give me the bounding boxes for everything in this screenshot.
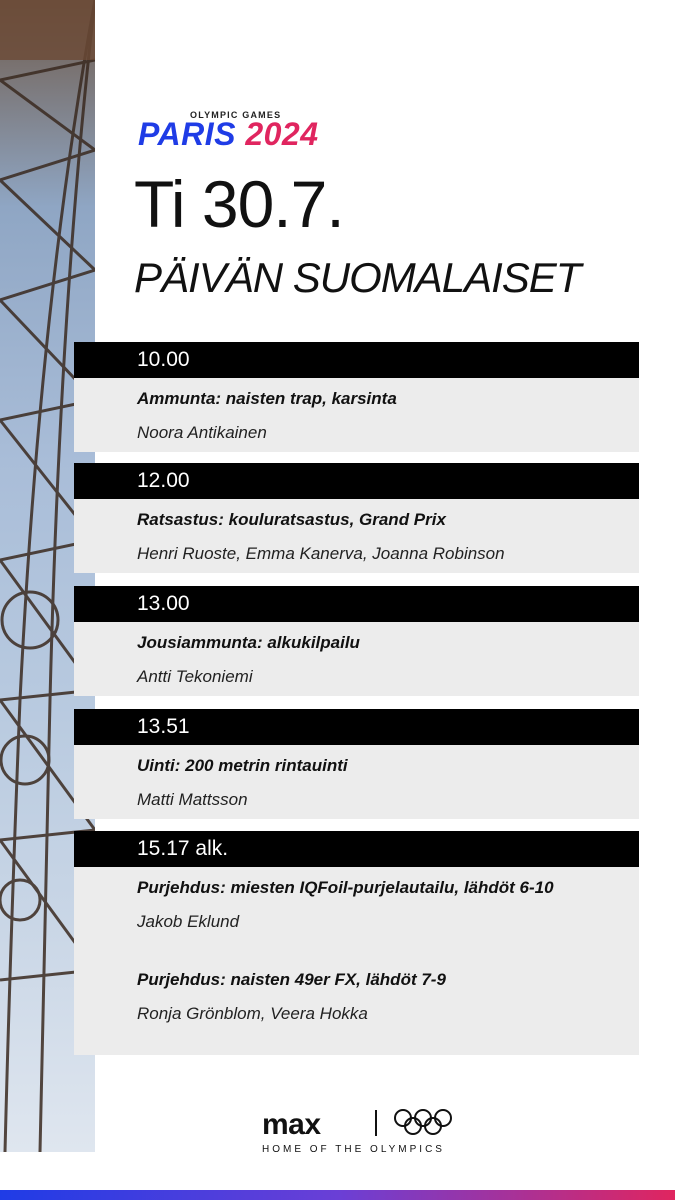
schedule-body [74,378,639,452]
schedule-body [74,499,639,573]
event-title: Uinti: 200 metrin rintauinti [137,756,348,775]
event-title: Purjehdus: miesten IQFoil-purjelautailu, lähdöt 6-10 [137,878,554,897]
time-bar: 13.00 [74,586,639,622]
athlete-names: Matti Mattsson [137,790,248,809]
athlete-names: Ronja Grönblom, Veera Hokka [137,1004,368,1023]
athlete-names: Jakob Eklund [137,912,240,931]
olympic-rings-icon [393,1108,453,1138]
schedule-block [74,709,639,819]
event-title: Purjehdus: naisten 49er FX, lähdöt 7-9 [137,970,446,989]
time-bar: 13.51 [74,709,639,745]
time-bar: 10.00 [74,342,639,378]
footer-tagline: HOME OF THE OLYMPICS [262,1144,445,1155]
gradient-stripe [0,1190,675,1200]
olympic-games-label: OLYMPIC GAMES [190,110,282,120]
event-title: Ratsastus: kouluratsastus, Grand Prix [137,510,446,529]
athlete-names: Antti Tekoniemi [137,667,253,686]
page-date: Ti 30.7. [134,167,344,241]
time-bar: 15.17 alk. [74,831,639,867]
schedule-body [74,622,639,696]
time-bar: 12.00 [74,463,639,499]
schedule-block [74,463,639,573]
footer-divider [375,1110,377,1136]
max-logo: max [262,1108,321,1141]
schedule-block [74,342,639,452]
athlete-names: Henri Ruoste, Emma Kanerva, Joanna Robinson [137,544,505,563]
schedule-block [74,831,639,1055]
paris-2024-logo: PARIS 2024 [138,116,319,152]
event-title: Jousiammunta: alkukilpailu [137,633,360,652]
schedule-body [74,867,639,1055]
page-title: PÄIVÄN SUOMALAISET [134,254,581,301]
schedule-block [74,586,639,696]
event-title: Ammunta: naisten trap, karsinta [137,389,397,408]
athlete-names: Noora Antikainen [137,423,267,442]
schedule-body [74,745,639,819]
